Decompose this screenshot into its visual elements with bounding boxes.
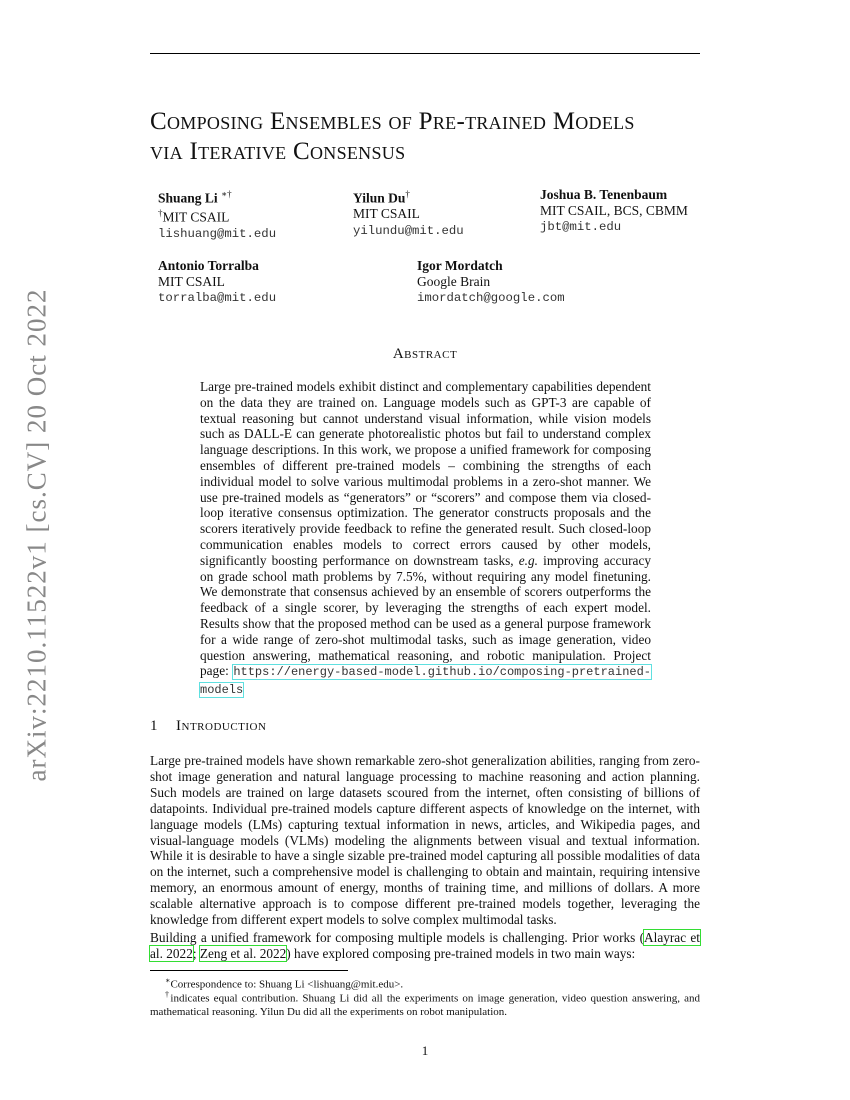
abstract-text — [200, 379, 651, 699]
abstract-eg: e.g. — [518, 552, 538, 568]
footnote-mark: † — [165, 990, 171, 999]
citation-zeng[interactable] — [200, 946, 286, 961]
author-mark: ∗† — [221, 189, 232, 199]
footnote-rule — [150, 970, 348, 971]
abstract-heading: Abstract — [392, 346, 458, 362]
footnote-text: Correspondence to: Shuang Li <lishuang@mit.edu>. — [170, 978, 404, 991]
project-page-link[interactable]: https://energy-based-model.github.io/composing-pretrained-models — [200, 665, 651, 698]
footnote-mark: ∗ — [165, 976, 171, 985]
intro-paragraph-2 — [150, 930, 700, 962]
author-block — [158, 187, 276, 243]
author-name: Igor Mordatch — [417, 258, 503, 273]
author-email: lishuang@mit.edu — [158, 227, 277, 241]
citation-text: Zeng et al. — [199, 945, 257, 961]
citation-year: 2022 — [166, 945, 193, 961]
intro-para2-end: ) have explored composing pre-trained models in two main ways: — [286, 945, 636, 961]
abstract-part-2: improving accuracy on grade school math problems by 7.5%, without requiring any model finetuning. We demonstrate that consensus achieved by an ensemble of scorers outperforms the feedback of a single scorer, by leveraging the strengths of each expert model. Results show that the proposed method can be used as a general purpose framework for a wide range of zero-shot multimodal tasks, such as image generation, video question answering, mathematical reasoning, and robotic manipulation. Project page: — [200, 552, 651, 679]
affil-mark: † — [158, 208, 163, 218]
author-affiliation: MIT CSAIL — [353, 206, 420, 221]
author-email: imordatch@google.com — [417, 291, 565, 305]
title-line-1: Composing Ensembles of Pre-trained Models — [150, 108, 635, 135]
author-block — [417, 258, 565, 307]
author-email: torralba@mit.edu — [158, 291, 277, 305]
author-block — [540, 187, 688, 236]
author-mark: † — [405, 189, 410, 199]
intro-paragraph-1: Large pre-trained models have shown remarkable zero-shot generalization abilities, ranging from zero-shot image generation and natural language processing to machine reasoning and action planning. Such models are trained on large datasets scoured from the internet, often consisting of billions of datapoints. Individual pre-trained models capture different aspects of knowledge on the internet, with language models (LMs) capturing textual information in news, articles, and Wikipedia pages, and visual-language models (VLMs) modeling the alignments between visual and textual information. While it is desirable to have a single sizable pre-trained model capturing all possible modalities of data on the internet, such a comprehensive model is challenging to obtain and maintain, requiring intensive memory, an enormous amount of energy, months of training time, and millions of dollars. A more scalable alternative approach is to compose different pre-trained models together, leveraging the knowledge from different expert models to solve complex multimodal tasks. — [150, 753, 700, 928]
author-name: Antonio Torralba — [158, 258, 259, 273]
author-name: Joshua B. Tenenbaum — [540, 187, 668, 202]
footnote-2 — [150, 988, 700, 1020]
author-block — [158, 258, 276, 307]
title-line-2: via Iterative Consensus — [150, 138, 406, 165]
citation-separator: ; — [192, 945, 200, 961]
author-name: Yilun Du — [353, 190, 406, 206]
intro-para2-start: Building a unified framework for composing multiple models is challenging. Prior works ( — [150, 930, 645, 945]
author-affiliation: MIT CSAIL, BCS, CBMM — [540, 202, 688, 218]
page-number: 1 — [421, 1043, 429, 1058]
section-title: Introduction — [176, 718, 267, 734]
citation-year: 2022 — [259, 945, 287, 961]
author-affiliation: Google Brain — [417, 273, 491, 289]
author-email: jbt@mit.edu — [540, 220, 622, 234]
footnote-text: indicates equal contribution. Shuang Li did all the experiments on image generation, video question answering, and mathematical reasoning. Yilun Du did all the experiments on robot manipulation. — [150, 992, 700, 1019]
arxiv-stamp: arXiv:2210.11522v1 [cs.CV] 20 Oct 2022 — [21, 288, 52, 782]
author-affiliation: MIT CSAIL — [162, 209, 230, 225]
section-number: 1 — [150, 718, 158, 734]
top-rule — [150, 53, 700, 54]
citation-text: Alayrac — [644, 930, 687, 945]
section-heading — [150, 718, 266, 735]
author-email: yilundu@mit.edu — [353, 223, 464, 238]
author-affiliation: MIT CSAIL — [158, 273, 225, 289]
author-name: Shuang Li — [158, 190, 218, 206]
paper-title — [150, 107, 710, 167]
abstract-part-1: Large pre-trained models exhibit distinct and complementary capabilities dependent on the data they are trained on. Language models such as GPT-3 are capable of textual reasoning but cannot understand visual information, while vision models such as DALL-E can generate photorealistic photos but fail to understand complex language descriptions. In this work, we propose a unified framework for composing ensembles of different pre-trained models – combining the strengths of each individual model to solve various multimodal problems in a zero-shot manner. We use pre-trained models as “generators” or “scorers” and compose them via closed-loop iterative consensus optimization. The generator constructs proposals and the scorers iteratively provide feedback to refine the generated result. Such closed-loop communication enables models to correct errors caused by other models, significantly boosting performance on downstream tasks, — [200, 379, 651, 568]
author-block — [353, 187, 464, 239]
citation-text: et al. — [150, 930, 701, 961]
